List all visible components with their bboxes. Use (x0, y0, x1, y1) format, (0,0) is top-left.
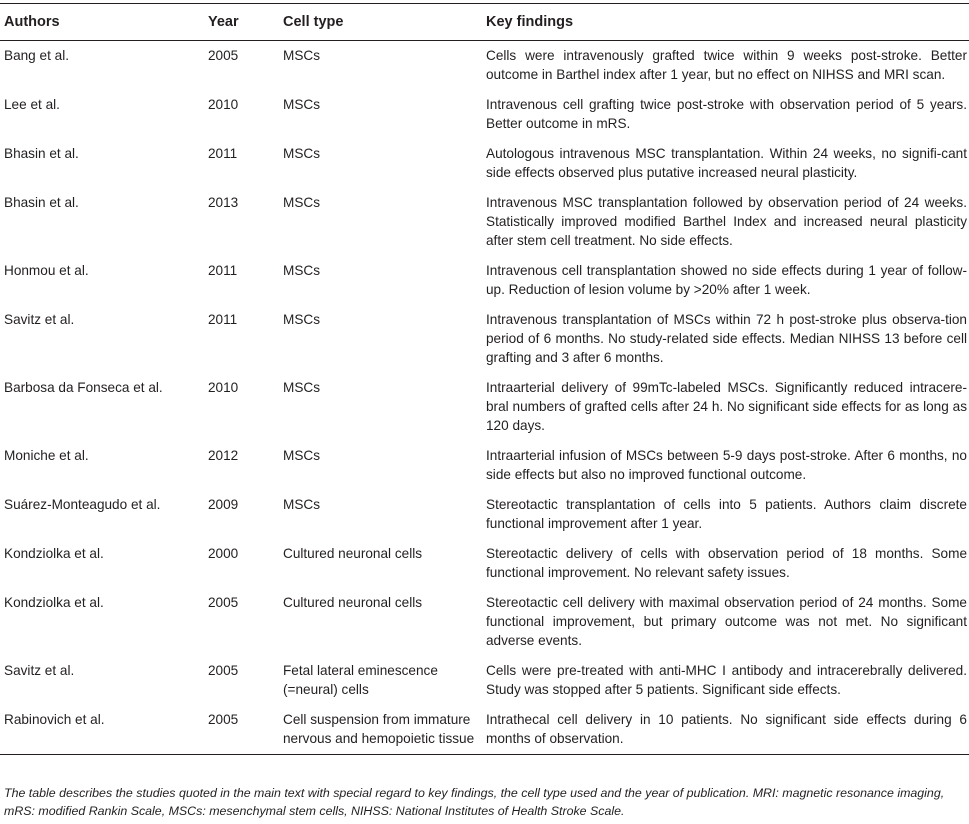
cell-cell-type: MSCs (283, 263, 321, 278)
cell-key-findings: Cells were pre-treated with anti-MHC I antibody and intracerebrally delivered. Study was stopped after 5 patients. Significant side effects. (486, 663, 967, 697)
cell-year: 2012 (208, 448, 239, 463)
table-row (0, 705, 969, 755)
cell-authors: Lee et al. (4, 97, 60, 112)
header-row (0, 4, 969, 41)
cell-cell-type: MSCs (283, 448, 321, 463)
cell-key-findings: Intrathecal cell delivery in 10 patients. No significant side effects during 6 months of observation. (480, 705, 969, 755)
table-body (0, 41, 969, 755)
cell-year: 2010 (208, 97, 239, 112)
table-row (0, 588, 969, 656)
table-row (0, 539, 969, 588)
cell-key-findings: Intraarterial delivery of 99mTc-labeled MSCs. Significantly reduced intracere-bral numbers of grafted cells after 24 h. No significant side effects for as long as 120 days. (486, 380, 967, 433)
cell-cell-type: Cultured neuronal cells (283, 546, 423, 561)
cell-key-findings: Intravenous cell grafting twice post-stroke with observation period of 5 years. Better outcome in mRS. (486, 97, 967, 131)
cell-cell-type: MSCs (283, 48, 321, 63)
cell-cell-type: MSCs (283, 195, 321, 210)
cell-key-findings: Cells were intravenously grafted twice within 9 weeks post-stroke. Better outcome in Barthel index after 1 year, but no effect on NIHSS and MRI scan. (486, 48, 967, 82)
header-year: Year (200, 4, 275, 41)
cell-cell-type: MSCs (283, 97, 321, 112)
cell-authors: Savitz et al. (4, 312, 75, 327)
cell-key-findings: Stereotactic cell delivery with maximal observation period of 24 months. Some functional improvement, but primary outcome was not met. No significant adverse events. (486, 595, 967, 648)
studies-table (0, 3, 969, 755)
cell-authors: Bhasin et al. (4, 195, 79, 210)
cell-key-findings: Stereotactic delivery of cells with observation period of 18 months. Some functional improvement. No relevant safety issues. (486, 546, 967, 580)
table-row (0, 256, 969, 305)
cell-year: 2005 (208, 663, 239, 678)
table-row (0, 90, 969, 139)
cell-authors: Kondziolka et al. (4, 546, 104, 561)
table-row (0, 188, 969, 256)
table-row (0, 41, 969, 91)
cell-year: 2011 (208, 312, 238, 327)
cell-cell-type: MSCs (283, 146, 321, 161)
cell-cell-type: Fetal lateral eminescence (=neural) cells (283, 663, 438, 697)
cell-key-findings: Autologous intravenous MSC transplantation. Within 24 weeks, no signifi-cant side effects observed plus putative increased neural plasticity. (486, 146, 967, 180)
cell-year: 2005 (208, 595, 239, 610)
cell-key-findings: Stereotactic transplantation of cells into 5 patients. Authors claim discrete functional improvement after 1 year. (486, 497, 967, 531)
cell-year: 2005 (208, 48, 239, 63)
cell-year: 2010 (208, 380, 239, 395)
header-key-findings: Key findings (480, 4, 969, 41)
cell-cell-type: MSCs (283, 497, 321, 512)
cell-year: 2005 (200, 705, 275, 755)
cell-year: 2011 (208, 146, 238, 161)
cell-key-findings: Intraarterial infusion of MSCs between 5-9 days post-stroke. After 6 months, no side effects but also no improved functional outcome. (486, 448, 967, 482)
table-header (0, 4, 969, 41)
table-row (0, 139, 969, 188)
cell-authors: Moniche et al. (4, 448, 89, 463)
cell-year: 2000 (208, 546, 239, 561)
cell-cell-type: Cultured neuronal cells (283, 595, 423, 610)
cell-authors: Savitz et al. (4, 663, 75, 678)
table-row (0, 373, 969, 441)
cell-authors: Rabinovich et al. (0, 705, 200, 755)
cell-key-findings: Intravenous MSC transplantation followed by observation period of 24 weeks. Statistically improved modified Barthel Index and increased neural plasticity after stem cell treatment. No side effects. (486, 195, 967, 248)
cell-cell-type: Cell suspension from immature nervous and hemopoietic tissue (275, 705, 480, 755)
cell-year: 2011 (208, 263, 238, 278)
cell-authors: Honmou et al. (4, 263, 89, 278)
header-cell-type: Cell type (275, 4, 480, 41)
cell-authors: Kondziolka et al. (4, 595, 104, 610)
cell-authors: Bang et al. (4, 48, 69, 63)
cell-authors: Bhasin et al. (4, 146, 79, 161)
table-row (0, 305, 969, 373)
cell-authors: Barbosa da Fonseca et al. (4, 380, 163, 395)
table-row (0, 656, 969, 705)
cell-key-findings: Intravenous cell transplantation showed no side effects during 1 year of follow-up. Reduction of lesion volume by >20% after 1 week. (486, 263, 967, 297)
cell-authors: Suárez-Monteagudo et al. (4, 497, 161, 512)
header-authors: Authors (0, 4, 200, 41)
table-row (0, 441, 969, 490)
cell-cell-type: MSCs (283, 312, 321, 327)
cell-year: 2013 (208, 195, 239, 210)
table-caption: The table describes the studies quoted in the main text with special regard to key findings, the cell type used and the year of publication. MRI: magnetic resonance imaging, mRS: modified Rankin Scale, MSCs: mesenchymal stem cells, NIHSS: National Institutes of Health Stroke Scale. (4, 786, 945, 818)
cell-cell-type: MSCs (283, 380, 321, 395)
cell-key-findings: Intravenous transplantation of MSCs within 72 h post-stroke plus observa-tion period of 6 months. No study-related side effects. Median NIHSS 13 before cell grafting and 3 after 6 months. (486, 312, 967, 365)
cell-year: 2009 (208, 497, 239, 512)
table-row (0, 490, 969, 539)
